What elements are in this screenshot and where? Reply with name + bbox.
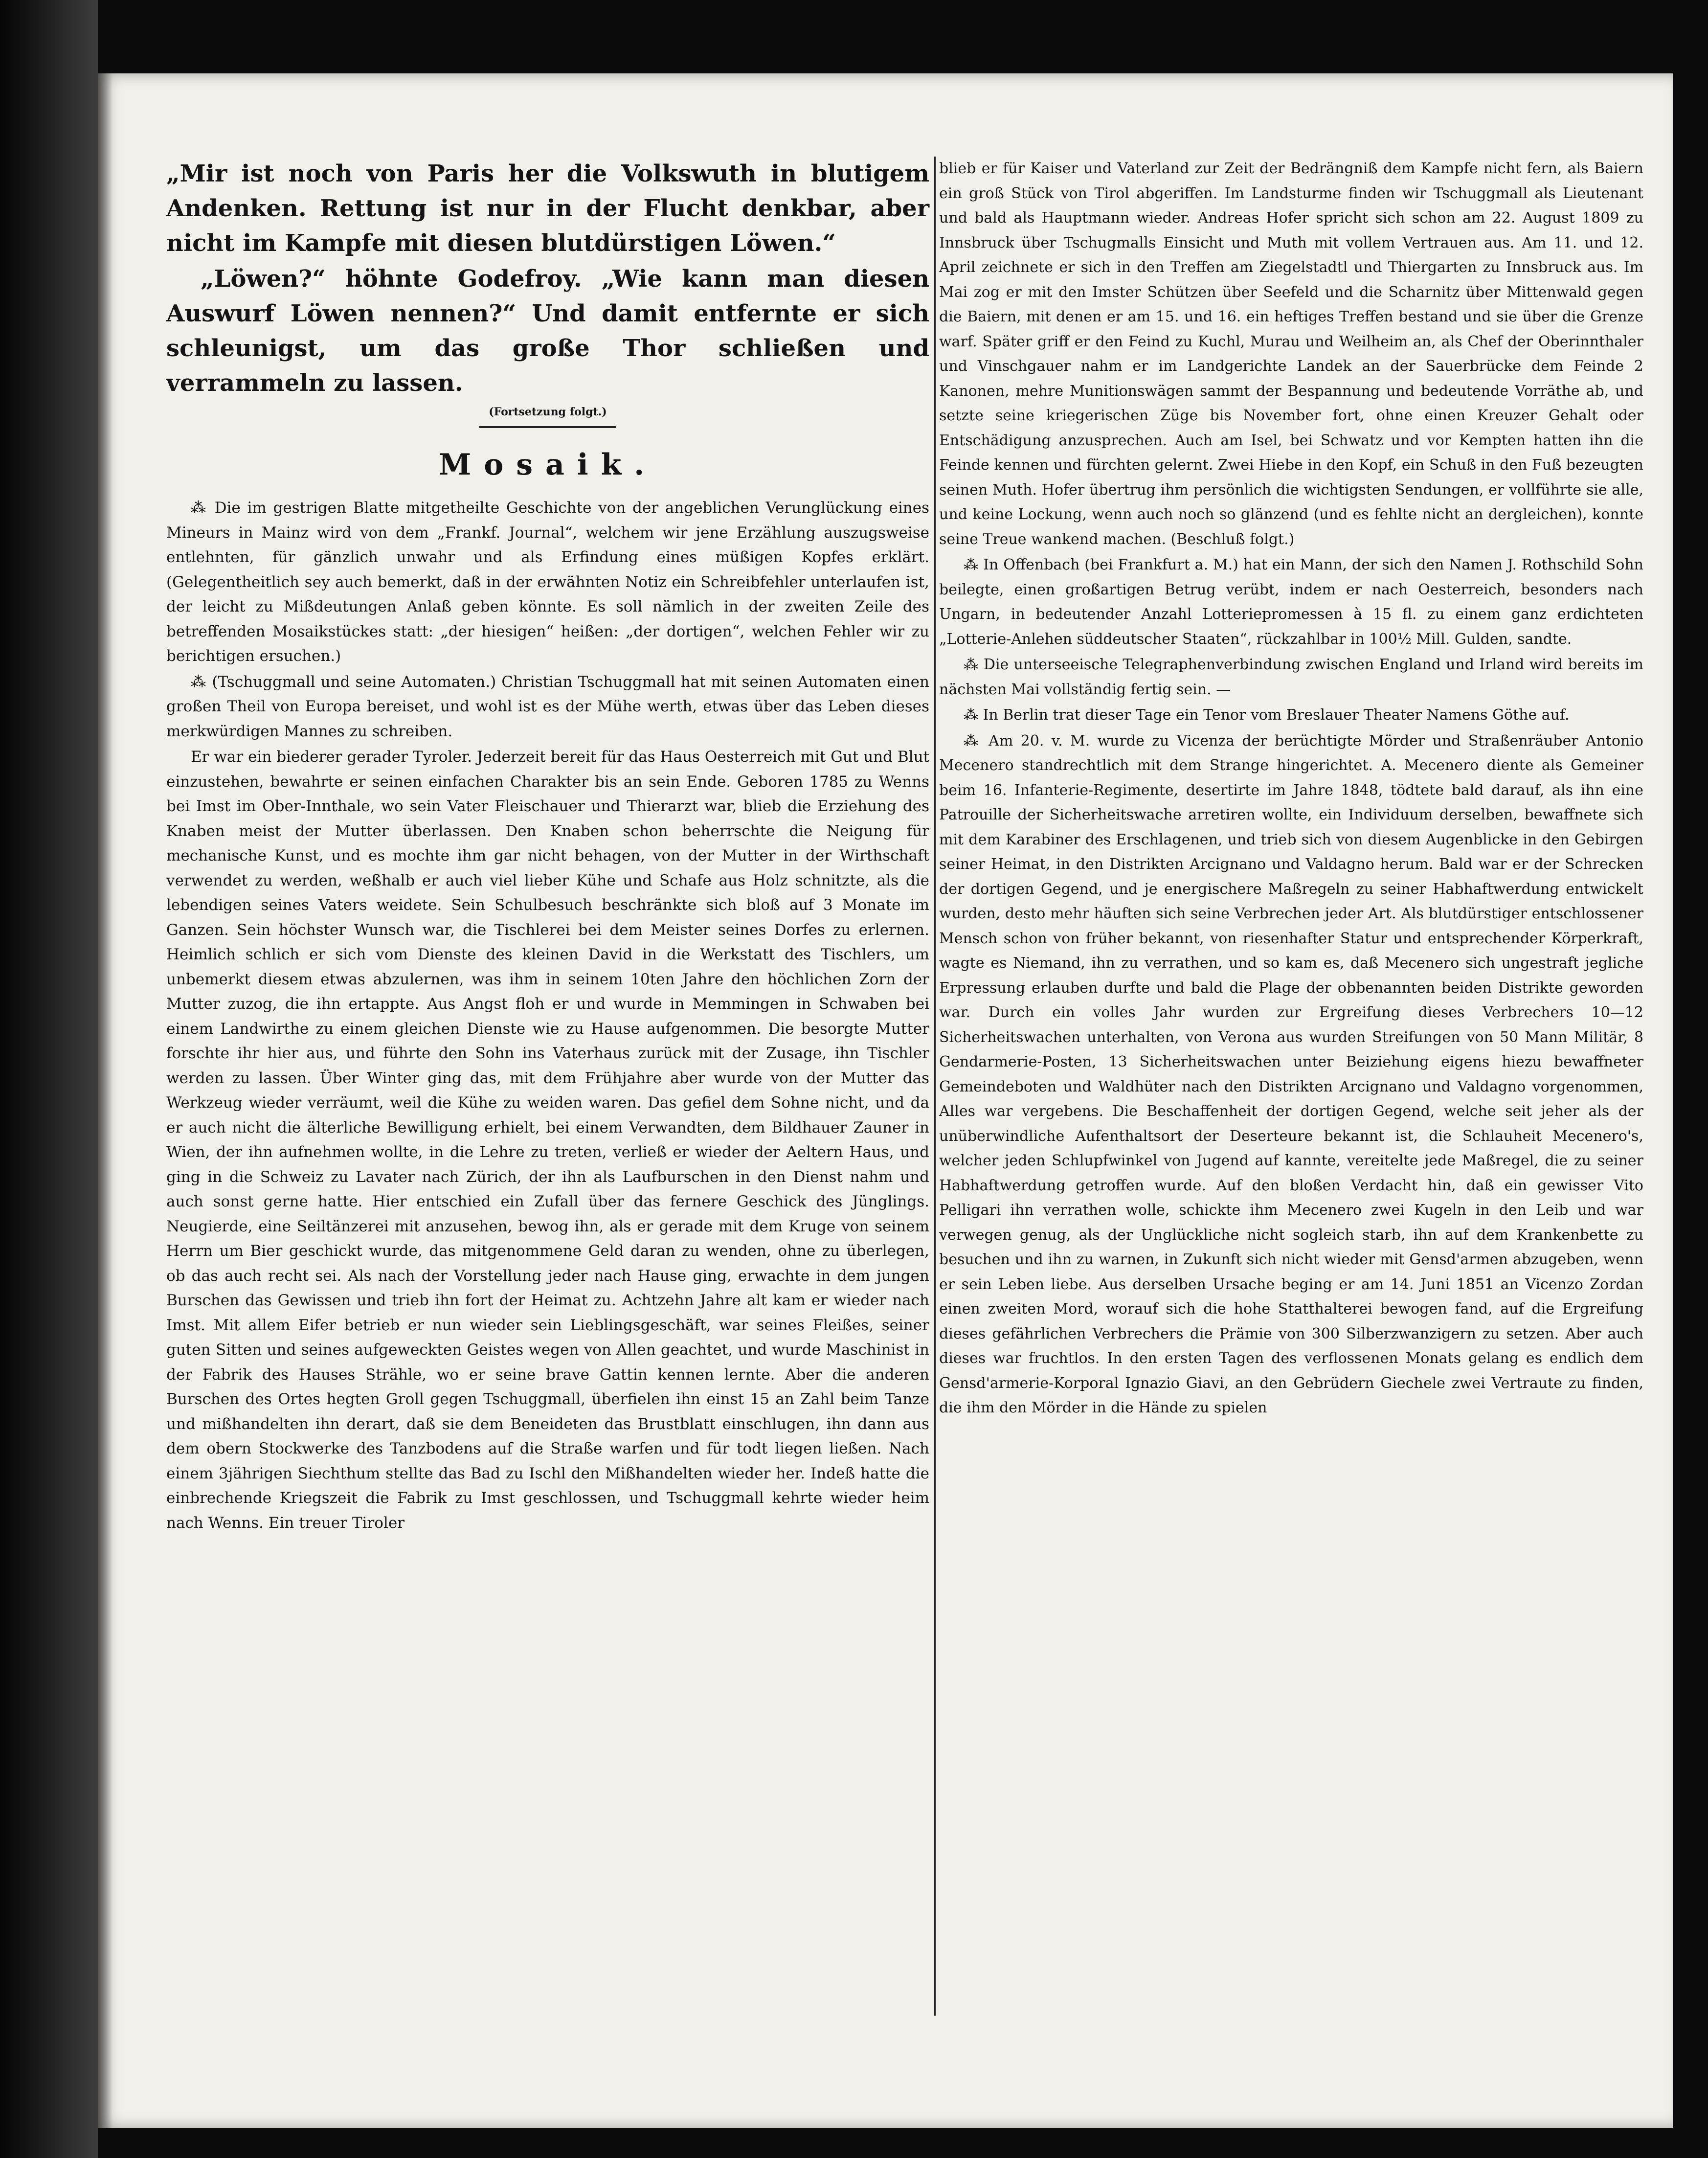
continued-note: (Fortsetzung folgt.) [489, 406, 607, 418]
news-item: ⁂ In Berlin trat dieser Tage ein Tenor vom Breslauer Theater Namens Göthe auf. [964, 706, 1570, 724]
mosaic-items-left [166, 496, 929, 1535]
news-item: blieb er für Kaiser und Vaterland zur Zeit der Bedrängniß dem Kampfe nicht fern, als Baiern ein groß Stück von Tirol abgeriffen. Im Landsturme finden wir Tschuggmall als Lieutenant und bald als Hauptmann wieder. Andreas Hofer spricht sich schon am 22. August 1809 zu Innsbruck über Tschugmalls Einsicht und Muth mit vollem Vertrauen aus. Am 11. und 12. April zeichnete er sich in den Treffen am Ziegelstadtl und Thiergarten zu Innsbruck aus. Im Mai zog er mit den Imster Schützen über Seefeld und die Scharnitz über Mittenwald gegen die Baiern, mit denen er am 15. und 16. ein heftiges Treffen bestand und sie über die Grenze warf. Später griff er den Feind zu Kuchl, Murau und Weilheim an, als Chef der Oberinnthaler und Vinschgauer nahm er im Landgerichte Landek an der Sauerbrücke dem Feinde 2 Kanonen, mehre Munitionswägen sammt der Bespannung und bedeutende Vorräthe ab, und setzte seine kriegerischen Züge bis November fort, ohne einen Kreuzer Gehalt oder Entschädigung anzusprechen. Auch am Isel, bei Schwatz und vor Kempten hatten ihn die Feinde kennen und fürchten gelernt. Zwei Hiebe in den Kopf, ein Schuß in den Fuß bezeugten seinen Muth. Hofer übertrug ihm persönlich die wichtigsten Sendungen, er vollführte sie alle, und keine Lockung, wenn auch noch so glänzend (und es fehlte nicht an dergleichen), konnte seine Treue wankend machen. (Beschluß folgt.) [939, 160, 1643, 548]
story-paragraph: „Löwen?“ höhnte Godefroy. „Wie kann man diesen Auswurf Löwen nennen?“ Und damit entfernte er sich schleunigst, um das große Thor schließen und verrammeln zu lassen. [166, 265, 929, 397]
section-title: Mosaik. [438, 448, 657, 482]
mosaic-items-right [939, 157, 1643, 1421]
right-column [939, 157, 1643, 1422]
news-item: Er war ein biederer gerader Tyroler. Jederzeit bereit für das Haus Oesterreich mit Gut und Blut einzustehen, bewahrte er seinen einfachen Charakter bis an sein Ende. Geboren 1785 zu Wenns bei Imst im Ober-Innthale, wo sein Vater Fleischauer und Thierarzt war, blieb die Erziehung des Knaben meist der Mutter überlassen. Den Knaben schon beherrschte die Neigung für mechanische Kunst, und es mochte ihm gar nicht behagen, von der Mutter in der Wirthschaft verwendet zu werden, weßhalb er auch viel lieber Kühe und Schafe aus Holz schnitzte, als die lebendigen seines Vaters weidete. Sein Schulbesuch beschränkte sich bloß auf 3 Monate im Ganzen. Sein höchster Wunsch war, die Tischlerei bei dem Meister seines Dorfes zu erlernen. Heimlich schlich er sich vom Dienste des kleinen David in die Werkstatt des Tischlers, um unbemerkt diesem etwas abzulernen, was ihm in seinem 10ten Jahre den höchlichen Zorn der Mutter zuzog, die ihn ertappte. Aus Angst floh er und wurde in Memmingen in Schwaben bei einem Landwirthe zu einem gleichen Dienste wie zu Hause aufgenommen. Die besorgte Mutter forschte ihr hier aus, und führte den Sohn ins Vaterhaus zurück mit der Zusage, ihn Tischler werden zu lassen. Über Winter ging das, mit dem Frühjahre aber wurde von der Mutter das Werkzeug wieder verräumt, weil die Kühe zu weiden waren. Das gefiel dem Sohne nicht, und da er auch nicht die älterliche Bewilligung erhielt, bei einem Verwandten, dem Bildhauer Zauner in Wien, der ihn aufnehmen wollte, in die Lehre zu treten, verließ er wieder der Aeltern Haus, und ging in die Schweiz zu Lavater nach Zürich, der ihn als Laufburschen in den Dienst nahm und auch sonst gerne hatte. Hier entschied ein Zufall über das fernere Geschick des Jünglings. Neugierde, eine Seiltänzerei mit anzusehen, bewog ihn, als er gerade mit dem Kruge von seinem Herrn um Bier geschickt wurde, das mitgenommene Geld daran zu wenden, ohne zu überlegen, ob das auch recht sei. Als nach der Vorstellung jeder nach Hause ging, erwachte in dem jungen Burschen das Gewissen und trieb ihn fort der Heimat zu. Achtzehn Jahre alt kam er wieder nach Imst. Mit allem Eifer betrieb er nun wieder sein Lieblingsgeschäft, war seines Fleißes, seiner guten Sitten und seines aufgeweckten Geistes wegen von Allen geachtet, und wurde Maschinist in der Fabrik des Hauses Strähle, wo er seine brave Gattin kennen lernte. Aber die anderen Burschen des Ortes hegten Groll gegen Tschuggmall, überfielen ihn einst 15 an Zahl beim Tanze und mißhandelten ihn derart, daß sie dem Beneideten das Brustblatt einschlugen, ihn dann aus dem obern Stockwerke des Tanzbodens auf die Straße warfen und für todt liegen ließen. Nach einem 3jährigen Siechthum stellte das Bad zu Ischl den Mißhandelten wieder her. Indeß hatte die einbrechende Kriegszeit die Fabrik zu Imst geschlossen, und Tschuggmall kehrte wieder heim nach Wenns. Ein treuer Tiroler [166, 748, 929, 1532]
newspaper-page [98, 73, 1673, 2128]
news-item: ⁂ In Offenbach (bei Frankfurt a. M.) hat ein Mann, der sich den Namen J. Rothschild Sohn beilegte, einen großartigen Betrug verübt, indem er nach Oesterreich, besonders nach Ungarn, in bedeutender Anzahl Lotteriepromessen à 15 fl. zu einem ganz erdichteten „Lotterie-Anlehen süddeutscher Staaten“, rückzahlbar in 100½ Mill. Gulden, sandte. [939, 556, 1643, 648]
news-item: ⁂ (Tschuggmall und seine Automaten.) Christian Tschuggmall hat mit seinen Automaten einen großen Theil von Europa bereiset, und wohl ist es der Mühe werth, etwas über das Leben dieses merkwürdigen Mannes zu schreiben. [166, 673, 929, 740]
left-column [166, 157, 929, 1536]
news-item: ⁂ Die im gestrigen Blatte mitgetheilte Geschichte von der angeblichen Verunglückung eines Mineurs in Mainz wird von dem „Frankf. Journal“, welchem wir jene Erzählung auszugsweise entlehnten, für gänzlich unwahr und als Erfindung eines müßigen Kopfes erklärt. (Gelegentheitlich sey auch bemerkt, daß in der erwähnten Notiz ein Schreibfehler unterlaufen ist, der leicht zu Mißdeutungen Anlaß geben könnte. Es soll nämlich in der zweiten Zeile des betreffenden Mosaikstückes statt: „der hiesigen“ heißen: „der dortigen“, welchen Fehler wir zu berichtigen ersuchen.) [166, 499, 929, 665]
column-rule [934, 157, 936, 2016]
scan-book-edge [0, 0, 98, 2158]
section-divider [479, 426, 616, 428]
story-paragraph: „Mir ist noch von Paris her die Volkswuth in blutigem Andenken. Rettung ist nur in der Flucht denkbar, aber nicht im Kampfe mit diesen blutdürstigen Löwen.“ [166, 160, 929, 257]
news-item: ⁂ Die unterseeische Telegraphenverbindung zwischen England und Irland wird bereits im nächsten Mai vollständig fertig sein. — [939, 656, 1643, 698]
serial-story-ending [166, 157, 929, 401]
news-item: ⁂ Am 20. v. M. wurde zu Vicenza der berüchtigte Mörder und Straßenräuber Antonio Mecenero standrechtlich mit dem Strange hingerichtet. A. Mecenero diente als Gemeiner beim 16. Infanterie-Regimente, desertirte im Jahre 1848, tödtete bald darauf, als ihn eine Patrouille der Sicherheitswache arretiren wollte, ein Individuum derselben, bewaffnete sich mit dem Karabiner des Erschlagenen, und trieb sich von diesem Augenblicke in den Gebirgen seiner Heimat, in den Distrikten Arcignano und Valdagno herum. Bald war er der Schrecken der dortigen Gegend, und je energischere Maßregeln zu seiner Habhaftwerdung entwickelt wurden, desto mehr häuften sich seine Verbrechen jeder Art. Als blutdürstiger entschlossener Mensch schon von früher bekannt, von riesenhafter Statur und entsprechender Körperkraft, wagte es Niemand, ihn zu verrathen, und so kam es, daß Mecenero sich ungestraft jegliche Erpressung erlauben durfte und bald die Plage der obbenannten beiden Distrikte geworden war. Durch ein volles Jahr wurden zur Ergreifung dieses Verbrechers 10—12 Sicherheitswachen unterhalten, von Verona aus wurden Streifungen von 50 Mann Militär, 8 Gendarmerie-Posten, 13 Sicherheitswachen unter Beiziehung eigens hiezu bewaffneter Gemeindeboten und Waldhüter nach den Distrikten Arcignano und Valdagno vorgenommen, Alles war vergebens. Die Beschaffenheit der dortigen Gegend, welche seit jeher als der unüberwindliche Aufenthaltsort der Deserteure bekannt ist, die Schlauheit Mecenero's, welcher jeden Schlupfwinkel von Jugend auf kannte, vereitelte jede Maßregel, die zu seiner Habhaftwerdung getroffen wurde. Auf den bloßen Verdacht hin, daß ein gewisser Vito Pelligari ihn verrathen wolle, schickte ihm Mecenero zwei Kugeln in den Leib und war verwegen genug, als der Unglückliche nicht sogleich starb, ihn auf dem Krankenbette zu besuchen und ihn zu warnen, in Zukunft sich nicht wieder mit Gensd'armen abzugeben, wenn er sein Leben liebe. Aus derselben Ursache beging er am 14. Juni 1851 an Vicenzo Zordan einen zweiten Mord, worauf sich die hohe Statthalterei bewogen fand, auf die Ergreifung dieses gefährlichen Verbrechers die Prämie von 300 Silberzwanzigern zu setzen. Aber auch dieses war fruchtlos. In den ersten Tagen des verflossenen Monats gelang es endlich dem Gensd'armerie-Korporal Ignazio Giavi, an den Gebrüdern Giechele zwei Vertraute zu finden, die ihm den Mörder in die Hände zu spielen [939, 732, 1643, 1416]
